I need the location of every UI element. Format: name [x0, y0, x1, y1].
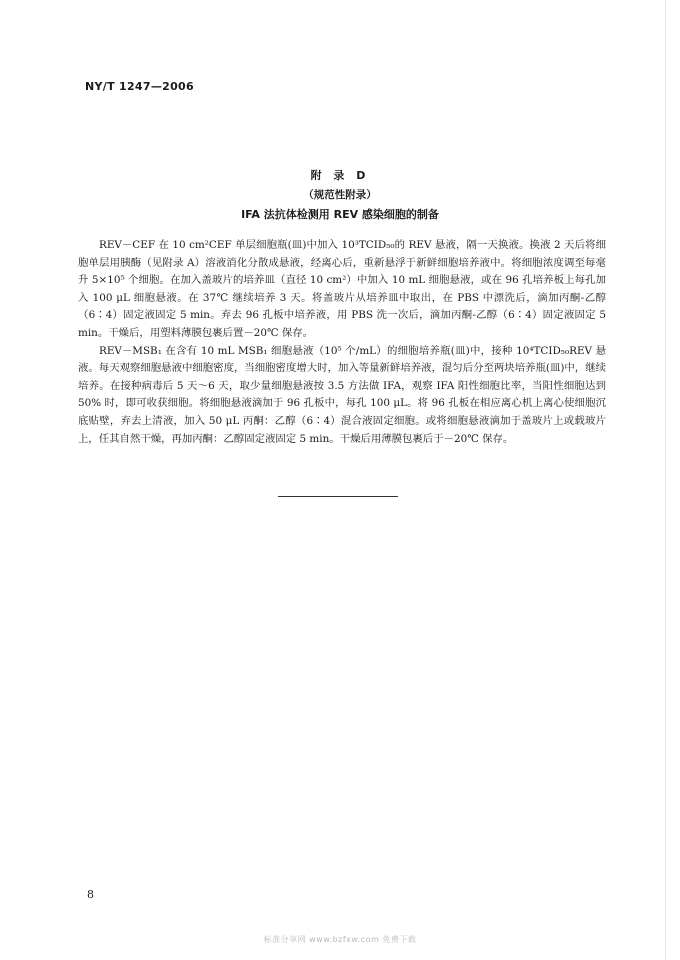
footer-watermark: 标准分享网 www.bzfxw.com 免费下载: [263, 935, 417, 944]
appendix-subtitle: （规范性附录）: [303, 189, 377, 201]
scan-edge-line: [665, 0, 666, 960]
end-rule: [278, 496, 398, 497]
body-text: [78, 237, 606, 448]
appendix-heading: IFA 法抗体检测用 REV 感染细胞的制备: [241, 208, 439, 221]
paragraph-rev-cef: REV－CEF 在 10 cm²CEF 单层细胞瓶(皿)中加入 10³TCID₅₀的 REV 悬液，隔一天换液。换液 2 天后将细胞单层用胰酶（见附录 A）溶液消化分散成悬液，经离心后，重新悬浮于新鲜细胞培养液中。将细胞浓度调至每毫升 5×10⁵ 个细胞。在加入盖玻片的培养皿（直径 10 cm²）中加入 10 mL 细胞悬液，或在 96 孔培养板上每孔加入 100 μL 细胞悬液。在 37℃ 继续培养 3 天。将盖玻片从培养皿中取出，在 PBS 中漂洗后，滴加丙酮-乙醇（6∶4）固定液固定 5 min。弃去 96 孔板中培养液，用 PBS 洗一次后，滴加丙酮-乙醇（6∶4）固定液固定 5 min。干燥后，用塑料薄膜包裹后置－20℃ 保存。: [78, 239, 606, 339]
paragraph-rev-msb1: REV－MSB₁ 在含有 10 mL MSB₁ 细胞悬液（10⁵ 个/mL）的细胞培养瓶(皿)中，接种 10⁴TCID₅₀REV 悬液。每天观察细胞悬液中细胞密度，当细胞密度增大时，加入等量新鲜培养液，混匀后分至两块培养瓶(皿)中，继续培养。在接种病毒后 5 天～6 天，取少量细胞悬液按 3.5 方法做 IFA，观察 IFA 阳性细胞比率，当阳性细胞达到 50% 时，即可收获细胞。将细胞悬液滴加于 96 孔板中，每孔 100 μL。将 96 孔板在相应离心机上离心使细胞沉底贴壁，弃去上清液，加入 50 μL 丙酮：乙醇（6∶4）混合液固定细胞。或将细胞悬液滴加于盖玻片上或载玻片上，任其自然干燥，再加丙酮：乙醇固定液固定 5 min。干燥后用薄膜包裹后于－20℃ 保存。: [78, 344, 606, 445]
appendix-title: 附 录 D: [310, 169, 370, 182]
standard-code: NY/T 1247—2006: [85, 80, 194, 93]
page-number: 8: [87, 888, 94, 901]
